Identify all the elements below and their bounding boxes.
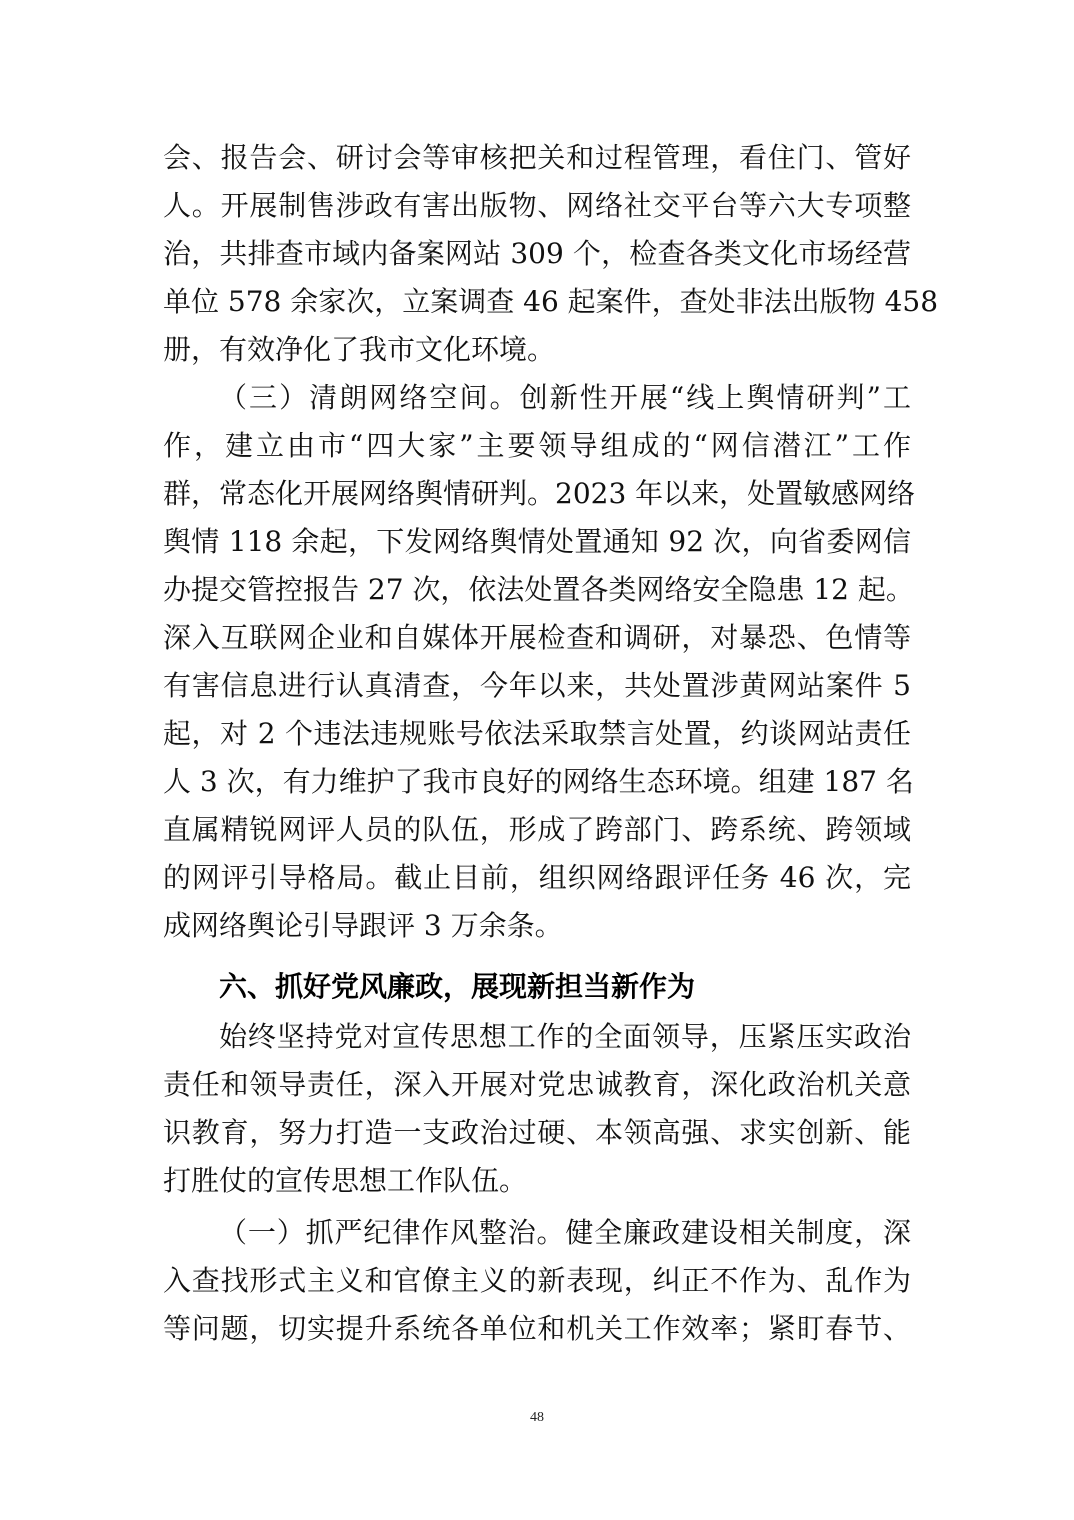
text-line: 等问题，切实提升系统各单位和机关工作效率；紧盯春节、: [163, 1312, 911, 1345]
text-line: 会、报告会、研讨会等审核把关和过程管理，看住门、管好: [163, 141, 911, 174]
text-line: 成网络舆论引导跟评 3 万余条。: [163, 909, 563, 942]
paragraph-discipline: [163, 1209, 911, 1353]
page-number: 48: [530, 1410, 544, 1425]
paragraph-clean-cyberspace: [163, 374, 916, 950]
text-line: 责任和领导责任，深入开展对党忠诚教育，深化政治机关意: [163, 1068, 911, 1101]
text-line: 起，对 2 个违法违规账号依法采取禁言处置，约谈网站责任: [163, 717, 911, 750]
text-line: 始终坚持党对宣传思想工作的全面领导，压紧压实政治: [219, 1020, 911, 1053]
text-line: 治，共排查市域内备案网站 309 个，检查各类文化市场经营: [163, 237, 911, 270]
section-heading-block: [163, 963, 911, 1011]
text-line: 册，有效净化了我市文化环境。: [163, 333, 556, 366]
section-heading: 六、抓好党风廉政，展现新担当新作为: [219, 970, 696, 1003]
paragraph-party-leadership: [163, 1013, 911, 1205]
text-line: 识教育，努力打造一支政治过硬、本领高强、求实创新、能: [163, 1116, 911, 1149]
text-line: 直属精锐网评人员的队伍，形成了跨部门、跨系统、跨领域: [163, 813, 911, 846]
text-line: 的网评引导格局。截止目前，组织网络跟评任务 46 次，完: [163, 861, 911, 894]
text-line: 群，常态化开展网络舆情研判。2023 年以来，处置敏感网络: [163, 477, 916, 510]
text-line: 作，建立由市“四大家”主要领导组成的“网信潜江”工作: [163, 429, 911, 462]
text-line: 入查找形式主义和官僚主义的新表现，纠正不作为、乱作为: [163, 1264, 911, 1297]
text-line: 舆情 118 余起，下发网络舆情处置通知 92 次，向省委网信: [163, 525, 911, 558]
text-line: 办提交管控报告 27 次，依法处置各类网络安全隐患 12 起。: [163, 573, 914, 606]
text-line: 人 3 次，有力维护了我市良好的网络生态环境。组建 187 名: [163, 765, 914, 798]
text-line: 有害信息进行认真清查，今年以来，共处置涉黄网站案件 5: [163, 669, 911, 702]
text-line: 深入互联网企业和自媒体开展检查和调研，对暴恐、色情等: [163, 621, 911, 654]
text-line: 人。开展制售涉政有害出版物、网络社交平台等六大专项整: [163, 189, 911, 222]
text-line: （一）抓严纪律作风整治。健全廉政建设相关制度，深: [219, 1216, 911, 1249]
paragraph-continued: [163, 134, 939, 374]
text-line: 单位 578 余家次，立案调查 46 起案件，查处非法出版物 458: [163, 285, 939, 318]
text-line: 打胜仗的宣传思想工作队伍。: [163, 1164, 528, 1197]
text-line: （三）清朗网络空间。创新性开展“线上舆情研判”工: [219, 381, 911, 414]
